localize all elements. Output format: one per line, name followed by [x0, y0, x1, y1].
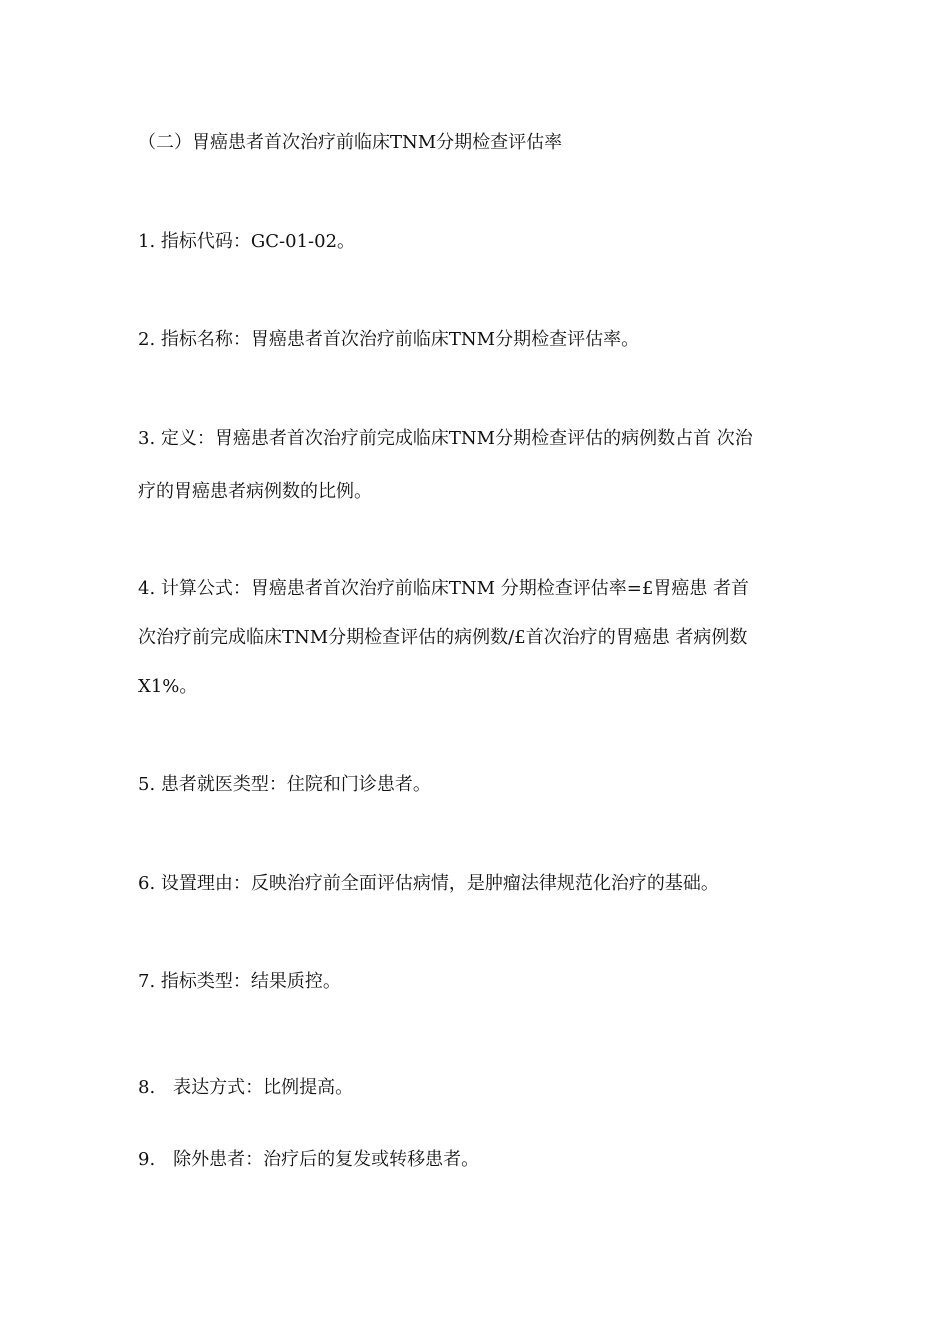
item-3-line-2: 疗的胃癌患者病例数的比例。 [138, 481, 372, 502]
item-5-line-1: 5. 患者就医类型：住院和门诊患者。 [138, 774, 431, 795]
item-7-line-1: 7. 指标类型：结果质控。 [138, 971, 341, 992]
item-9-line-1: 9. 除外患者：治疗后的复发或转移患者。 [138, 1149, 480, 1170]
section-heading: （二）胃癌患者首次治疗前临床TNM分期检查评估率 [138, 132, 563, 153]
item-8-line-1: 8. 表达方式：比例提高。 [138, 1077, 354, 1098]
item-4-line-3: X1%。 [138, 676, 198, 697]
item-6-line-1: 6. 设置理由：反映治疗前全面评估病情，是肿瘤法律规范化治疗的基础。 [138, 873, 719, 894]
item-1-line-1: 1. 指标代码：GC-01-02。 [138, 231, 356, 252]
item-4-line-1: 4. 计算公式：胃癌患者首次治疗前临床TNM 分期检查评估率=£胃癌患 者首 [138, 578, 750, 599]
item-2-line-1: 2. 指标名称：胃癌患者首次治疗前临床TNM分期检查评估率。 [138, 329, 640, 350]
item-3-line-1: 3. 定义：胃癌患者首次治疗前完成临床TNM分期检查评估的病例数占首 次治 [138, 428, 753, 449]
item-4-line-2: 次治疗前完成临床TNM分期检查评估的病例数/£首次治疗的胃癌患 者病例数 [138, 627, 748, 648]
